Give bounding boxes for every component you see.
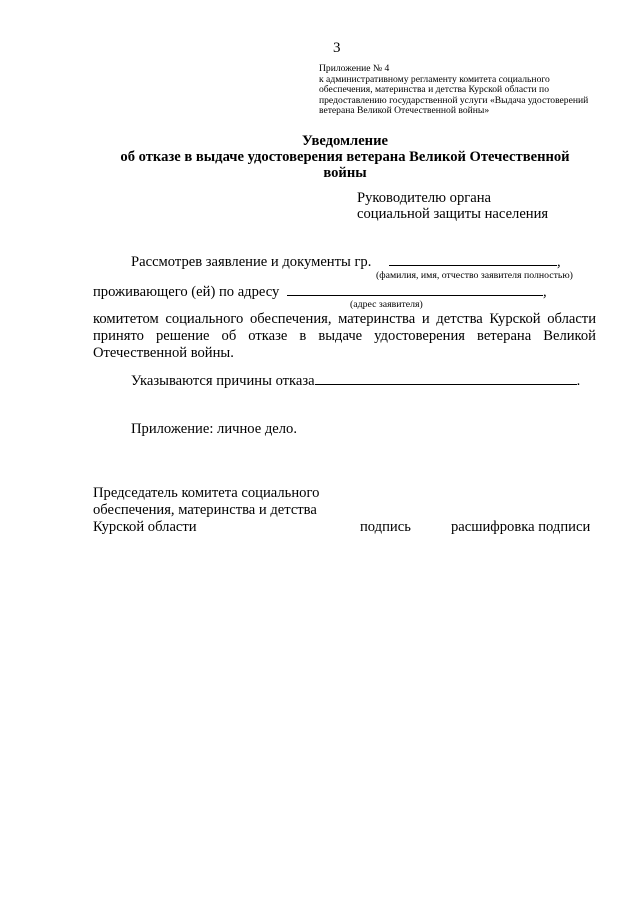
decision-paragraph: комитетом социального обеспечения, материнства и детства Курской области принято решение об отказе в выдаче удостоверения ветерана Великой Отечественной войны. [93,311,596,361]
appendix-line: Приложение № 4 [319,63,390,74]
signature-block [93,485,319,536]
comma: , [557,254,561,270]
considered-line [131,253,561,271]
reasons-text: Указываются причины отказа [131,373,315,389]
appendix-line: обеспечения, материнства и детства Курской области по [319,84,549,96]
appendix-line: ветерана Великой Отечественной войны» [319,105,490,117]
appendix-note [319,64,619,117]
applicant-name-blank [389,253,557,266]
attachment-line: Приложение: личное дело. [131,421,298,437]
appendix-line: к административному регламенту комитета социального [319,73,550,85]
title-line: Уведомление [302,133,388,149]
addressee-line: социальной защиты населения [357,206,549,222]
signer-line: Курской области [93,519,197,535]
period: . [576,373,581,389]
addressee-line: Руководителю органа [357,190,491,206]
residing-line [93,283,547,301]
title-line: об отказе в выдаче удостоверения ветерана Великой Отечественной [120,149,570,165]
addressee [357,190,548,222]
page-number: 3 [333,40,341,56]
signer-line: обеспечения, материнства и детства [93,502,317,518]
residing-text: проживающего (ей) по адресу [93,284,280,300]
considered-text: Рассмотрев заявление и документы гр. [131,254,372,270]
reasons-line [131,372,580,390]
signature-decoding-label: расшифровка подписи [451,519,591,535]
document-title [60,133,630,181]
appendix-line: предоставлению государственной услуги «Выдача удостоверений [319,94,589,106]
comma: , [542,284,547,300]
address-hint: (адрес заявителя) [350,299,423,310]
signer-line: Председатель комитета социального [93,485,320,501]
reasons-blank [315,372,577,385]
signature-label: подпись [360,519,411,535]
address-blank [287,283,543,296]
title-line: войны [323,165,367,181]
name-hint: (фамилия, имя, отчество заявителя полностью) [376,270,573,281]
